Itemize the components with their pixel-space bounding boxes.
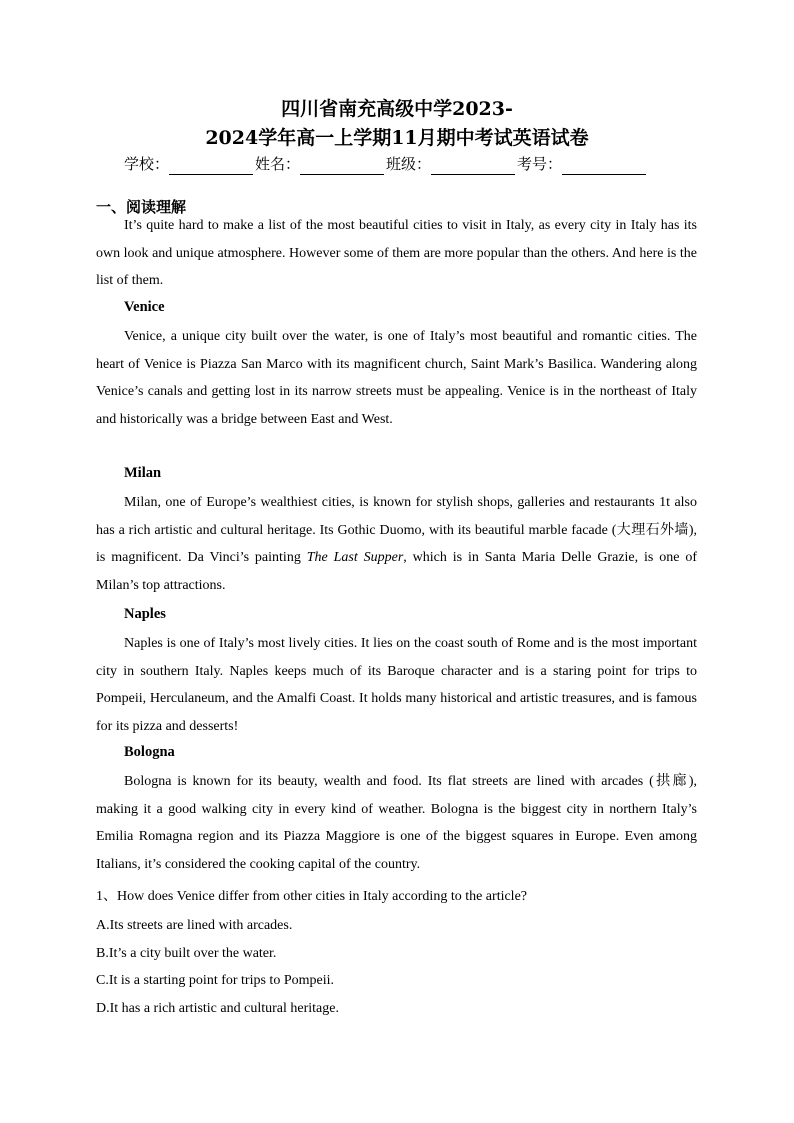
naples-block <box>96 630 697 740</box>
passage-intro: It’s quite hard to make a list of the most beautiful cities to visit in Italy, as every city in Italy has its own look and unique atmosphere. However some of them are more popular than the others. And here is the list of them. <box>96 218 697 289</box>
naples-paragraph: Naples is one of Italy’s most lively cities. It lies on the coast south of Rome and is the most important city in southern Italy. Naples keeps much of its Baroque character and is a staring point for trips to Pompeii, Herculaneum, and the Amalfi Coast. It holds many historical and artistic treasures, and is famous for its pizza and desserts! <box>96 636 697 734</box>
venice-paragraph: Venice, a unique city built over the water, is one of Italy’s most beautiful and romantic cities. The heart of Venice is Piazza San Marco with its magnificent church, Saint Mark’s Basilica. Wandering along Venice’s canals and getting lost in its narrow streets must be appealing. Venice is in the northeast of Italy and historically was a bridge between East and West. <box>96 329 697 427</box>
question-1-option-d[interactable]: D.It has a rich artistic and cultural heritage. <box>96 1001 339 1016</box>
name-label: 姓名： <box>255 155 301 173</box>
question-1-option-c[interactable]: C.It is a starting point for trips to Pompeii. <box>96 973 334 988</box>
number-blank[interactable] <box>562 160 646 175</box>
school-blank[interactable] <box>169 160 253 175</box>
question-1-stem: 1、How does Venice differ from other cities in Italy according to the article? <box>96 889 527 904</box>
exam-title-line-1: 四川省南充高级中学2023- <box>281 98 513 120</box>
exam-title-line-2: 2024学年高一上学期11月期中考试英语试卷 <box>205 127 589 149</box>
bologna-heading: Bologna <box>124 744 175 760</box>
milan-heading: Milan <box>124 465 162 481</box>
milan-text-a: Milan, one of Europe’s wealthiest cities, is known for stylish shops, galleries and restaurants 1t also has a rich artistic and cultural heritage. Its Gothic Duomo, with its beautiful marble facade (大理石外墙), is magnificent. Da Vinci’s painting <box>96 495 697 566</box>
number-label: 考号： <box>517 155 563 173</box>
bologna-paragraph: Bologna is known for its beauty, wealth and food. Its flat streets are lined with arcades (拱廊), making it a good walking city in every kind of weather. Bologna is the biggest city in northern Italy’s Emilia Romagna region and its Piazza Maggiore is one of the biggest squares in Europe. Even among Italians, it’s considered the cooking capital of the country. <box>96 774 697 872</box>
student-info-line <box>124 153 684 175</box>
milan-paragraph <box>96 489 697 599</box>
class-blank[interactable] <box>431 160 515 175</box>
venice-heading: Venice <box>124 299 165 315</box>
naples-heading: Naples <box>124 606 166 622</box>
school-label: 学校： <box>124 155 170 173</box>
milan-painting-title: The Last Supper <box>306 550 404 566</box>
class-label: 班级： <box>386 155 432 173</box>
name-blank[interactable] <box>300 160 384 175</box>
venice-block <box>96 323 697 433</box>
milan-text-b: , which is in Santa Maria Delle Grazie, is one of Milan’s top attractions. <box>96 550 698 593</box>
question-1-option-b[interactable]: B.It’s a city built over the water. <box>96 946 277 961</box>
question-1-option-a[interactable]: A.Its streets are lined with arcades. <box>96 918 293 933</box>
bologna-block <box>96 768 697 878</box>
section-heading: 一、阅读理解 <box>96 198 187 216</box>
passage-intro-block <box>96 212 697 295</box>
milan-block <box>96 489 697 599</box>
